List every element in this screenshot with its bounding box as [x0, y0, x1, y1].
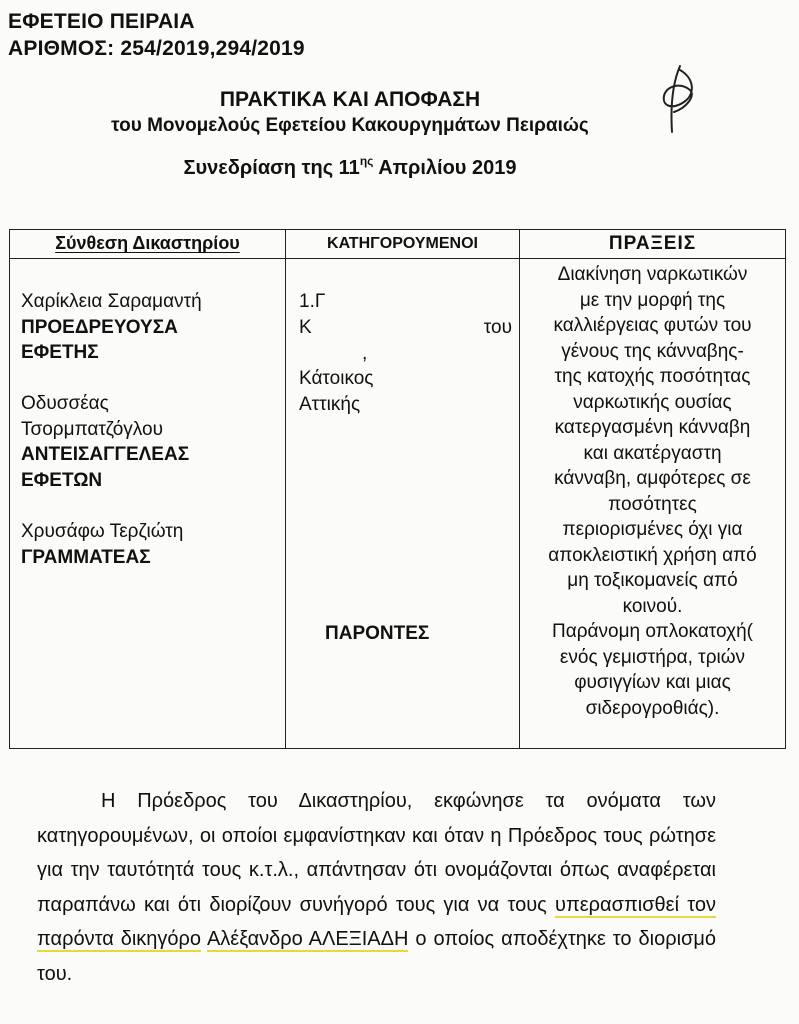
- act-line: κάνναβη, αμφότερες σε: [554, 468, 751, 489]
- composition-cell: [10, 259, 286, 749]
- header-defendants: ΚΑΤΗΓΟΡΟΥΜΕΝΟΙ: [286, 230, 520, 259]
- defendant-line-1: 1.Γ: [299, 291, 326, 312]
- acts-cell: [520, 259, 786, 749]
- president-title-1: ΠΡΟΕΔΡΕΥΟΥΣΑ: [21, 316, 178, 338]
- secretary-name: Χρυσάφω Τερζιώτη: [21, 521, 184, 542]
- session-ordinal: ης: [359, 154, 374, 168]
- act-line: μη τοξικομανείς από: [567, 570, 738, 591]
- header-composition: Σύνθεση Δικαστηρίου: [10, 230, 286, 259]
- act-line: φυσιγγίων και μιας: [574, 672, 731, 693]
- act-line: ναρκωτικής ουσίας: [573, 391, 732, 413]
- president-block: [21, 289, 202, 366]
- act-line: περιορισμένες όχι για: [562, 519, 743, 540]
- act-line: καλλιέργειας φυτών του: [553, 315, 752, 336]
- present-label: ΠΑΡΟΝΤΕΣ: [325, 623, 430, 644]
- secretary-title: ΓΡΑΜΜΑΤΕΑΣ: [21, 546, 151, 568]
- prosecutor-name-1: Οδυσσέας: [21, 393, 109, 414]
- act-line: αποκλειστική χρήση από: [548, 544, 757, 566]
- prosecutor-title-1: ΑΝΤΕΙΣΑΓΓΕΛΕΑΣ: [21, 444, 190, 465]
- act-line: γένους της κάνναβης-: [561, 340, 744, 362]
- president-name: Χαρίκλεια Σαραμαντή: [21, 291, 202, 312]
- act-line: Διακίνηση ναρκωτικών: [557, 264, 748, 285]
- act-line: Παράνομη οπλοκατοχή(: [552, 621, 753, 642]
- document-header: [8, 8, 305, 62]
- act-line: ενός γεμιστήρα, τριών: [559, 646, 746, 668]
- act-line: σιδερογροθιάς).: [585, 697, 720, 719]
- secretary-block: [21, 519, 183, 570]
- act-line: της κατοχής ποσότητας: [554, 366, 751, 387]
- defendant-line-2-right: του: [483, 317, 512, 338]
- act-line: κοινού.: [622, 595, 683, 617]
- defendant-residence-value: Αττικής: [299, 394, 361, 415]
- session-prefix: Συνεδρίαση της 11: [183, 157, 360, 179]
- highlighted-lawyer-name: Αλέξανδρο ΑΛΕΞΙΑΔΗ: [206, 928, 409, 950]
- court-name: ΕΦΕΤΕΙΟ ΠΕΙΡΑΙΑ: [8, 10, 195, 33]
- highlighted-phrase-1: υπερασπισθεί τον παρόντα δικηγόρο: [37, 893, 716, 950]
- paragraph-text-1: Η Πρόεδρος του Δικαστηρίου, εκφώνησε τα ονόματα των κατηγορουμένων, οι οποίοι εμφανίστηκαν και όταν η Πρόεδρος τους ρώτησε για την ταυτότητά τους κ.τ.λ., απάντησαν ότι ονομάζονται όπως αναφέρεται παραπάνω και ότι διορίζουν συνήγορό τους για να τους: [37, 790, 716, 916]
- act-line: ποσότητες: [608, 493, 697, 515]
- defendant-line-2: Κ: [299, 317, 312, 338]
- prosecutor-name-2: Τσορμπατζόγλου: [21, 418, 163, 440]
- defendants-cell: [286, 259, 520, 749]
- act-line: και ακατέργαστη: [583, 442, 722, 464]
- session-suffix: Απριλίου 2019: [373, 157, 517, 179]
- paragraph-text-2: ο οποίος αποδέχτηκε το διορισμό του.: [37, 928, 717, 985]
- prosecutor-block: [21, 391, 189, 493]
- case-table: [9, 229, 786, 749]
- document-subtitle: του Μονομελούς Εφετείου Κακουργημάτων Πειραιώς: [111, 115, 589, 136]
- header-acts: ΠΡΑΞΕΙΣ: [520, 230, 786, 259]
- act-line: με την μορφή της: [579, 289, 726, 311]
- case-numbers: ΑΡΙΘΜΟΣ: 254/2019,294/2019: [8, 37, 305, 60]
- minutes-paragraph: [37, 784, 716, 991]
- prosecutor-title-2: ΕΦΕΤΩΝ: [21, 469, 103, 491]
- defendant-residence-label: Κάτοικος: [299, 368, 374, 389]
- table-body-row: [10, 259, 786, 749]
- document-title: ΠΡΑΚΤΙΚΑ ΚΑΙ ΑΠΟΦΑΣΗ: [219, 88, 481, 111]
- table-header-row: [10, 230, 786, 259]
- president-title-2: ΕΦΕΤΗΣ: [21, 342, 99, 363]
- act-line: κατεργασμένη κάνναβη: [554, 417, 751, 438]
- session-date: [0, 154, 700, 180]
- defendant-line-3: ,: [362, 343, 368, 364]
